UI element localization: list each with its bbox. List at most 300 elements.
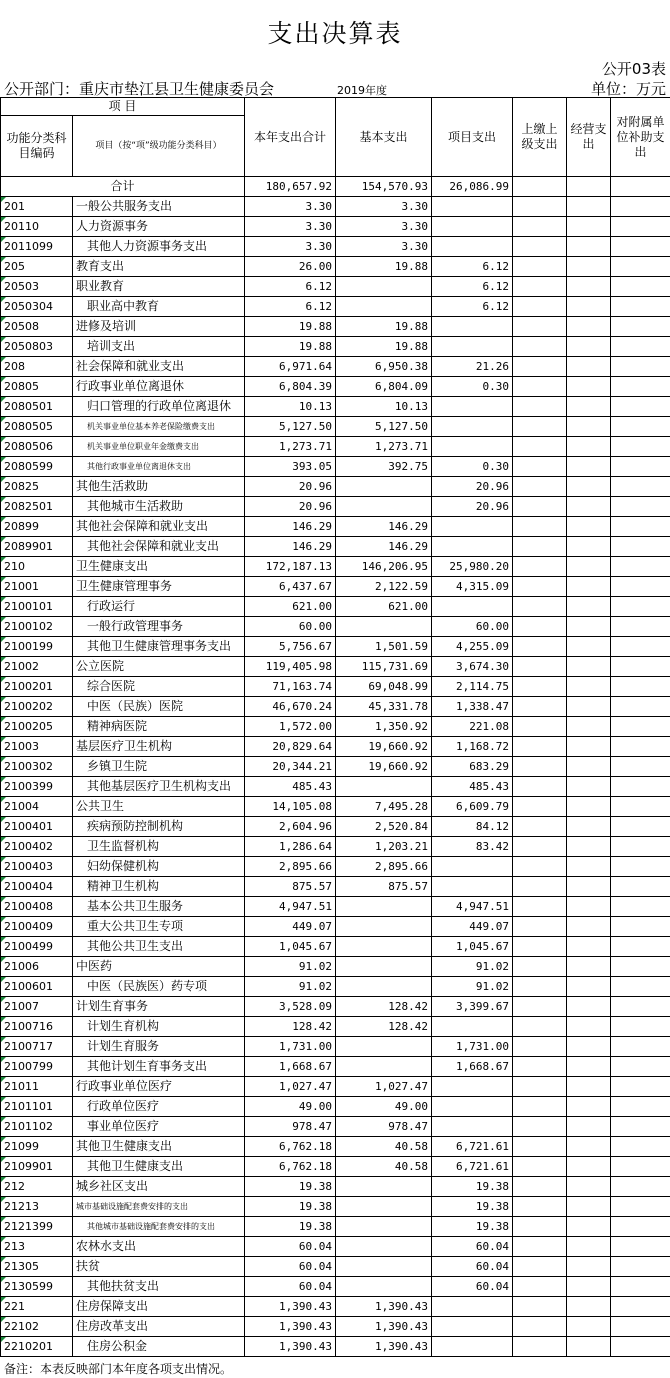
row-name: 事业单位医疗: [73, 1117, 245, 1137]
row-basic: 1,273.71: [336, 437, 432, 457]
row-basic: 40.58: [336, 1137, 432, 1157]
row-project: [432, 1337, 513, 1357]
row-subsidy: [611, 677, 670, 697]
table-row: [1, 737, 670, 757]
row-code: 2100402: [1, 837, 73, 857]
row-code: 22102: [1, 1317, 73, 1337]
row-project: [432, 877, 513, 897]
table-row: [1, 457, 670, 477]
row-upper: [513, 477, 567, 497]
table-row: [1, 957, 670, 977]
row-upper: [513, 417, 567, 437]
row-basic: 5,127.50: [336, 417, 432, 437]
row-project: 19.38: [432, 1217, 513, 1237]
row-upper: [513, 237, 567, 257]
row-name: 其他城市生活救助: [73, 497, 245, 517]
table-row: [1, 797, 670, 817]
row-upper: [513, 297, 567, 317]
row-upper: [513, 517, 567, 537]
row-basic: [336, 1197, 432, 1217]
row-code: 2100403: [1, 857, 73, 877]
row-total: 146.29: [245, 517, 336, 537]
row-code: 2100201: [1, 677, 73, 697]
row-business: [567, 777, 611, 797]
row-code: 2080599: [1, 457, 73, 477]
row-project: [432, 1297, 513, 1317]
row-name: 其他社会保障和就业支出: [73, 537, 245, 557]
table-row: [1, 517, 670, 537]
row-name: 人力资源事务: [73, 217, 245, 237]
row-upper: [513, 1097, 567, 1117]
row-name: 教育支出: [73, 257, 245, 277]
row-total: 60.00: [245, 617, 336, 637]
row-code: 210: [1, 557, 73, 577]
row-basic: [336, 917, 432, 937]
row-total: 2,895.66: [245, 857, 336, 877]
row-upper: [513, 1157, 567, 1177]
row-name: 行政事业单位离退休: [73, 377, 245, 397]
row-code: 2130599: [1, 1277, 73, 1297]
row-project: 0.30: [432, 377, 513, 397]
row-name: 卫生健康管理事务: [73, 577, 245, 597]
row-basic: 6,950.38: [336, 357, 432, 377]
row-total: 128.42: [245, 1017, 336, 1037]
row-project: 60.04: [432, 1257, 513, 1277]
row-code: 201: [1, 197, 73, 217]
row-subsidy: [611, 937, 670, 957]
row-name: 机关事业单位职业年金缴费支出: [73, 437, 245, 457]
row-basic: 19,660.92: [336, 737, 432, 757]
row-subsidy: [611, 1017, 670, 1037]
row-name: 一般公共服务支出: [73, 197, 245, 217]
total-project: 26,086.99: [432, 177, 513, 197]
row-total: 146.29: [245, 537, 336, 557]
row-name: 其他生活救助: [73, 477, 245, 497]
row-code: 2100404: [1, 877, 73, 897]
row-name: 重大公共卫生专项: [73, 917, 245, 937]
row-subsidy: [611, 957, 670, 977]
row-subsidy: [611, 457, 670, 477]
table-row: [1, 937, 670, 957]
row-code: 2100399: [1, 777, 73, 797]
row-total: 6,762.18: [245, 1157, 336, 1177]
table-row: [1, 1137, 670, 1157]
row-code: 2100799: [1, 1057, 73, 1077]
row-business: [567, 1317, 611, 1337]
row-total: 119,405.98: [245, 657, 336, 677]
header-code: 功能分类科目编码: [1, 116, 73, 177]
row-basic: 19.88: [336, 337, 432, 357]
table-row: [1, 977, 670, 997]
row-subsidy: [611, 1237, 670, 1257]
row-business: [567, 717, 611, 737]
row-total: 1,027.47: [245, 1077, 336, 1097]
row-code: 2011099: [1, 237, 73, 257]
table-row: [1, 397, 670, 417]
row-upper: [513, 217, 567, 237]
row-basic: [336, 617, 432, 637]
row-subsidy: [611, 597, 670, 617]
row-business: [567, 377, 611, 397]
row-basic: 40.58: [336, 1157, 432, 1177]
row-name: 其他行政事业单位离退休支出: [73, 457, 245, 477]
row-subsidy: [611, 217, 670, 237]
row-project: 4,947.51: [432, 897, 513, 917]
row-name: 公立医院: [73, 657, 245, 677]
row-subsidy: [611, 1117, 670, 1137]
row-project: 91.02: [432, 957, 513, 977]
row-business: [567, 317, 611, 337]
row-total: 1,390.43: [245, 1337, 336, 1357]
row-upper: [513, 1237, 567, 1257]
row-business: [567, 297, 611, 317]
row-code: 21006: [1, 957, 73, 977]
table-row: [1, 217, 670, 237]
table-row: [1, 1197, 670, 1217]
row-total: 6,437.67: [245, 577, 336, 597]
table-row: [1, 1277, 670, 1297]
row-business: [567, 677, 611, 697]
page-title: 支出决算表: [267, 19, 403, 48]
table-row: [1, 277, 670, 297]
row-basic: 19.88: [336, 317, 432, 337]
row-name: 其他扶贫支出: [73, 1277, 245, 1297]
table-row: [1, 1157, 670, 1177]
row-name: 其他社会保障和就业支出: [73, 517, 245, 537]
row-project: [432, 517, 513, 537]
table-row: [1, 877, 670, 897]
row-total: 20,344.21: [245, 757, 336, 777]
row-code: 2100302: [1, 757, 73, 777]
row-total: 1,045.67: [245, 937, 336, 957]
row-upper: [513, 357, 567, 377]
row-code: 2100409: [1, 917, 73, 937]
row-total: 393.05: [245, 457, 336, 477]
row-project: [432, 1097, 513, 1117]
row-name: 其他公共卫生支出: [73, 937, 245, 957]
row-project: 83.42: [432, 837, 513, 857]
row-name: 城市基础设施配套费安排的支出: [73, 1197, 245, 1217]
row-name: 住房保障支出: [73, 1297, 245, 1317]
row-basic: 1,390.43: [336, 1317, 432, 1337]
table-row: [1, 897, 670, 917]
row-name: 职业高中教育: [73, 297, 245, 317]
row-upper: [513, 197, 567, 217]
row-total: 20.96: [245, 477, 336, 497]
row-business: [567, 457, 611, 477]
table-row: [1, 1217, 670, 1237]
row-code: 21213: [1, 1197, 73, 1217]
row-name: 精神病医院: [73, 717, 245, 737]
row-total: 20,829.64: [245, 737, 336, 757]
row-basic: 10.13: [336, 397, 432, 417]
row-upper: [513, 577, 567, 597]
table-row: [1, 297, 670, 317]
row-upper: [513, 437, 567, 457]
row-upper: [513, 1257, 567, 1277]
row-name: 住房改革支出: [73, 1317, 245, 1337]
row-basic: 6,804.09: [336, 377, 432, 397]
row-basic: [336, 1037, 432, 1057]
row-project: 91.02: [432, 977, 513, 997]
row-subsidy: [611, 577, 670, 597]
row-subsidy: [611, 1077, 670, 1097]
row-project: [432, 597, 513, 617]
row-name: 基本公共卫生服务: [73, 897, 245, 917]
row-subsidy: [611, 237, 670, 257]
row-name: 进修及培训: [73, 317, 245, 337]
row-subsidy: [611, 917, 670, 937]
table-row: [1, 657, 670, 677]
row-business: [567, 1277, 611, 1297]
row-name: 卫生健康支出: [73, 557, 245, 577]
row-subsidy: [611, 277, 670, 297]
row-basic: 3.30: [336, 197, 432, 217]
row-project: 21.26: [432, 357, 513, 377]
row-upper: [513, 717, 567, 737]
row-subsidy: [611, 1037, 670, 1057]
row-project: 6,609.79: [432, 797, 513, 817]
row-business: [567, 957, 611, 977]
header-project: 项目支出: [432, 98, 513, 177]
row-subsidy: [611, 1177, 670, 1197]
row-business: [567, 897, 611, 917]
row-business: [567, 837, 611, 857]
row-basic: [336, 1257, 432, 1277]
row-name: 基层医疗卫生机构: [73, 737, 245, 757]
row-project: 4,255.09: [432, 637, 513, 657]
row-subsidy: [611, 637, 670, 657]
footnote: 备注：本表反映部门本年度各项支出情况。: [4, 1362, 233, 1376]
row-total: 6,804.39: [245, 377, 336, 397]
row-business: [567, 1097, 611, 1117]
row-basic: [336, 957, 432, 977]
row-code: 213: [1, 1237, 73, 1257]
row-business: [567, 877, 611, 897]
row-total: 3.30: [245, 217, 336, 237]
table-row: [1, 1037, 670, 1057]
row-total: 3,528.09: [245, 997, 336, 1017]
row-upper: [513, 397, 567, 417]
table-row: [1, 477, 670, 497]
table-row: [1, 1317, 670, 1337]
row-upper: [513, 317, 567, 337]
row-subsidy: [611, 1317, 670, 1337]
row-upper: [513, 617, 567, 637]
row-upper: [513, 777, 567, 797]
row-total: 19.88: [245, 317, 336, 337]
row-code: 2050304: [1, 297, 73, 317]
row-subsidy: [611, 517, 670, 537]
row-basic: [336, 277, 432, 297]
row-total: 3.30: [245, 197, 336, 217]
row-project: 1,045.67: [432, 937, 513, 957]
table-row: [1, 1237, 670, 1257]
row-basic: 1,390.43: [336, 1297, 432, 1317]
row-name: 其他卫生健康管理事务支出: [73, 637, 245, 657]
row-total: 621.00: [245, 597, 336, 617]
row-project: [432, 397, 513, 417]
table-row: [1, 1257, 670, 1277]
row-upper: [513, 977, 567, 997]
row-business: [567, 1177, 611, 1197]
row-total: 1,286.64: [245, 837, 336, 857]
table-row: [1, 1097, 670, 1117]
row-name: 其他卫生健康支出: [73, 1137, 245, 1157]
row-basic: 128.42: [336, 997, 432, 1017]
row-upper: [513, 1277, 567, 1297]
row-code: 2100102: [1, 617, 73, 637]
row-basic: 146,206.95: [336, 557, 432, 577]
row-total: 1,731.00: [245, 1037, 336, 1057]
row-basic: [336, 477, 432, 497]
row-subsidy: [611, 1197, 670, 1217]
table-row: [1, 757, 670, 777]
row-project: 1,668.67: [432, 1057, 513, 1077]
row-name: 培训支出: [73, 337, 245, 357]
table-row: [1, 317, 670, 337]
row-business: [567, 437, 611, 457]
row-basic: 19,660.92: [336, 757, 432, 777]
row-business: [567, 257, 611, 277]
row-total: 978.47: [245, 1117, 336, 1137]
row-basic: [336, 1217, 432, 1237]
row-business: [567, 1337, 611, 1357]
table-row: [1, 697, 670, 717]
header-total: 本年支出合计: [245, 98, 336, 177]
row-code: 21001: [1, 577, 73, 597]
row-business: [567, 1237, 611, 1257]
row-upper: [513, 937, 567, 957]
row-project: 6,721.61: [432, 1137, 513, 1157]
row-name: 中医（民族医）药专项: [73, 977, 245, 997]
row-project: 20.96: [432, 477, 513, 497]
total-basic: 154,570.93: [336, 177, 432, 197]
row-code: 2100101: [1, 597, 73, 617]
row-upper: [513, 457, 567, 477]
header-upper: 上缴上级支出: [513, 98, 567, 177]
row-total: 14,105.08: [245, 797, 336, 817]
row-business: [567, 597, 611, 617]
row-basic: [336, 1277, 432, 1297]
row-code: 20508: [1, 317, 73, 337]
row-name: 中医（民族）医院: [73, 697, 245, 717]
row-basic: 392.75: [336, 457, 432, 477]
table-row: [1, 377, 670, 397]
row-code: 2089901: [1, 537, 73, 557]
table-row: [1, 617, 670, 637]
row-subsidy: [611, 1157, 670, 1177]
row-subsidy: [611, 857, 670, 877]
row-subsidy: [611, 797, 670, 817]
row-basic: 621.00: [336, 597, 432, 617]
row-project: [432, 1317, 513, 1337]
row-upper: [513, 1217, 567, 1237]
row-code: 21099: [1, 1137, 73, 1157]
row-name: 计划生育事务: [73, 997, 245, 1017]
row-upper: [513, 277, 567, 297]
row-subsidy: [611, 897, 670, 917]
unit-label: 单位：万元: [590, 80, 666, 98]
row-basic: 3.30: [336, 237, 432, 257]
row-subsidy: [611, 837, 670, 857]
row-basic: 2,895.66: [336, 857, 432, 877]
table-row: [1, 1017, 670, 1037]
table-row: [1, 497, 670, 517]
row-code: 2101101: [1, 1097, 73, 1117]
row-name: 公共卫生: [73, 797, 245, 817]
row-total: 1,668.67: [245, 1057, 336, 1077]
row-basic: 19.88: [336, 257, 432, 277]
row-business: [567, 937, 611, 957]
row-upper: [513, 1197, 567, 1217]
row-basic: 1,350.92: [336, 717, 432, 737]
row-project: [432, 537, 513, 557]
table-row: [1, 417, 670, 437]
row-business: [567, 657, 611, 677]
table-row: [1, 197, 670, 217]
row-business: [567, 737, 611, 757]
row-basic: [336, 977, 432, 997]
table-row: [1, 837, 670, 857]
row-code: 2100717: [1, 1037, 73, 1057]
row-project: 19.38: [432, 1197, 513, 1217]
row-subsidy: [611, 557, 670, 577]
row-project: 0.30: [432, 457, 513, 477]
table-row: [1, 537, 670, 557]
row-total: 485.43: [245, 777, 336, 797]
row-project: [432, 857, 513, 877]
table-row: [1, 817, 670, 837]
row-total: 71,163.74: [245, 677, 336, 697]
row-code: 2080501: [1, 397, 73, 417]
row-code: 2100205: [1, 717, 73, 737]
row-basic: [336, 297, 432, 317]
row-subsidy: [611, 997, 670, 1017]
row-business: [567, 817, 611, 837]
row-total: 19.88: [245, 337, 336, 357]
row-name: 其他城市基础设施配套费安排的支出: [73, 1217, 245, 1237]
row-name: 住房公积金: [73, 1337, 245, 1357]
row-total: 172,187.13: [245, 557, 336, 577]
row-subsidy: [611, 617, 670, 637]
row-project: 683.29: [432, 757, 513, 777]
row-code: 208: [1, 357, 73, 377]
row-upper: [513, 817, 567, 837]
row-name: 其他基层医疗卫生机构支出: [73, 777, 245, 797]
row-subsidy: [611, 657, 670, 677]
row-upper: [513, 957, 567, 977]
row-project: 20.96: [432, 497, 513, 517]
row-total: 10.13: [245, 397, 336, 417]
row-basic: 1,203.21: [336, 837, 432, 857]
row-total: 1,273.71: [245, 437, 336, 457]
row-code: 20825: [1, 477, 73, 497]
row-upper: [513, 377, 567, 397]
row-name: 一般行政管理事务: [73, 617, 245, 637]
row-project: 485.43: [432, 777, 513, 797]
row-subsidy: [611, 377, 670, 397]
table-row: [1, 637, 670, 657]
row-project: 25,980.20: [432, 557, 513, 577]
year-label: 2019年度: [337, 84, 387, 97]
row-project: 3,674.30: [432, 657, 513, 677]
table-row: [1, 777, 670, 797]
row-upper: [513, 337, 567, 357]
total-sum: 180,657.92: [245, 177, 336, 197]
row-subsidy: [611, 417, 670, 437]
table-row: [1, 1297, 670, 1317]
